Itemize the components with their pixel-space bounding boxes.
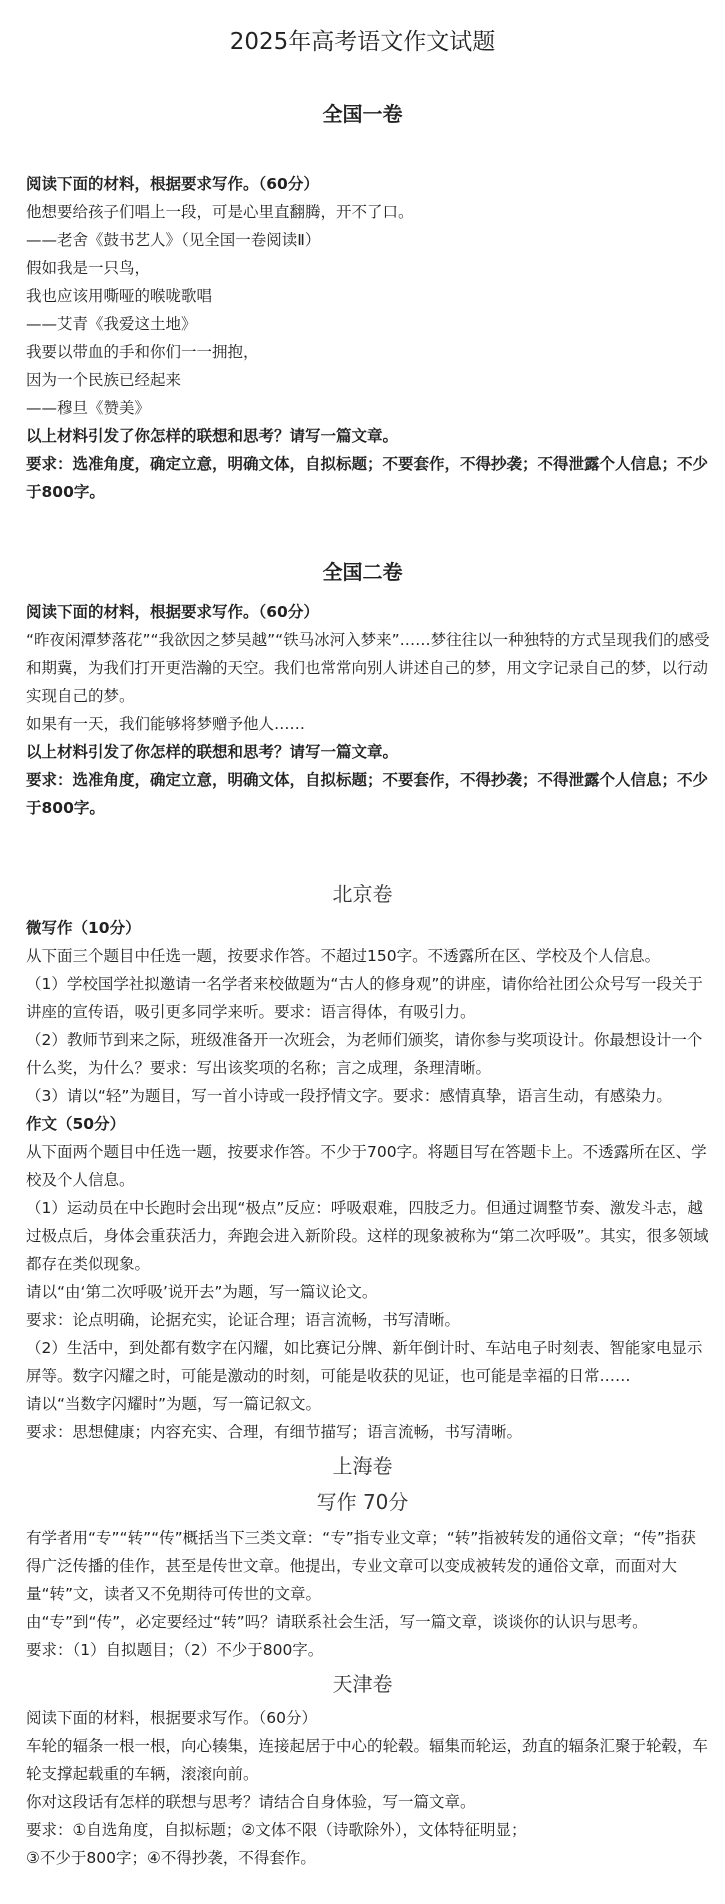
section-heading-guojia1: 全国一卷: [322, 102, 403, 126]
beijing-essay-task: 请以“由‘第二次呼吸’说开去”为题，写一篇议论文。: [26, 1283, 378, 1301]
tianjin-requirement: ③不少于800字；④不得抄袭，不得套作。: [26, 1849, 316, 1867]
guojia2-question: 以上材料引发了你怎样的联想和思考？请写一篇文章。: [26, 743, 399, 761]
beijing-micro-item: （3）请以“轻”为题目，写一首小诗或一段抒情文字。要求：感情真挚，语言生动，有感染力。: [26, 1087, 672, 1105]
guojia1-line: 他想要给孩子们唱上一段，可是心里直翻腾，开不了口。: [26, 203, 414, 221]
guojia1-requirement: 要求：选准角度，确定立意，明确文体，自拟标题；不要套作，不得抄袭；不得泄露个人信息；不少于800字。: [26, 455, 709, 501]
beijing-essay-task: 请以“当数字闪耀时”为题，写一篇记叙文。: [26, 1395, 322, 1413]
shanghai-question: 由“专”到“传”，必定要经过“转”吗？请联系社会生活，写一篇文章，谈谈你的认识与思考。: [26, 1613, 648, 1631]
guojia1-question: 以上材料引发了你怎样的联想和思考？请写一篇文章。: [26, 427, 399, 445]
beijing-micro-item: （1）学校国学社拟邀请一名学者来校做题为“古人的修身观”的讲座，请你给社团公众号写一段关于讲座的宣传语，吸引更多同学来听。要求：语言得体，有吸引力。: [26, 975, 703, 1021]
guojia1-line: 我要以带血的手和你们一一拥抱，: [26, 343, 259, 361]
shanghai-requirement: 要求：（1）自拟题目；（2）不少于800字。: [26, 1641, 324, 1659]
guojia1-line: 因为一个民族已经起来: [26, 371, 182, 389]
shanghai-material: 有学者用“专”“转”“传”概括当下三类文章：“专”指专业文章；“转”指被转发的通俗文章；“传”指获得广泛传播的佳作，甚至是传世文章。他提出，专业文章可以变成被转发的通俗文章，而面对大量“转”文，读者又不免期待可传世的文章。: [26, 1529, 696, 1603]
guojia1-prompt: 阅读下面的材料，根据要求写作。（60分）: [26, 175, 319, 193]
section-heading-beijing: 北京卷: [332, 882, 393, 906]
guojia1-line: 假如我是一只鸟，: [26, 259, 151, 277]
tianjin-material: 车轮的辐条一根一根，向心辏集，连接起居于中心的轮毂。辐集而轮运，劲直的辐条汇聚于轮毂，车轮支撑起载重的车辆，滚滚向前。: [26, 1737, 709, 1783]
guojia1-line: ——穆旦《赞美》: [26, 399, 151, 417]
guojia2-prompt: 阅读下面的材料，根据要求写作。（60分）: [26, 603, 319, 621]
guojia1-line: 我也应该用嘶哑的喉咙歌唱: [26, 287, 213, 305]
beijing-micro-heading: 微写作（10分）: [26, 919, 141, 937]
tianjin-question: 你对这段话有怎样的联想与思考？请结合自身体验，写一篇文章。: [26, 1793, 476, 1811]
page-title: 2025年高考语文作文试题: [229, 29, 496, 55]
section-heading-shanghai: 上海卷: [332, 1454, 393, 1478]
beijing-essay-heading: 作文（50分）: [26, 1115, 126, 1133]
beijing-essay-intro: 从下面两个题目中任选一题，按要求作答。不少于700字。将题目写在答题卡上。不透露所在区、学校及个人信息。: [26, 1143, 707, 1189]
shanghai-subheading: 写作 70分: [316, 1490, 409, 1514]
beijing-essay-req: 要求：思想健康；内容充实、合理，有细节描写；语言流畅，书写清晰。: [26, 1423, 523, 1441]
beijing-essay-req: 要求：论点明确，论据充实，论证合理；语言流畅，书写清晰。: [26, 1311, 461, 1329]
guojia1-line: ——艾青《我爱这土地》: [26, 315, 197, 333]
guojia1-line: ——老舍《鼓书艺人》（见全国一卷阅读Ⅱ）: [26, 231, 321, 249]
section-heading-tianjin: 天津卷: [332, 1672, 393, 1696]
section-heading-guojia2: 全国二卷: [322, 560, 403, 584]
guojia2-line: 如果有一天，我们能够将梦赠予他人……: [26, 715, 306, 733]
tianjin-prompt: 阅读下面的材料，根据要求写作。（60分）: [26, 1709, 317, 1727]
beijing-micro-item: （2）教师节到来之际，班级准备开一次班会，为老师们颁奖，请你参与奖项设计。你最想设计一个什么奖，为什么？要求：写出该奖项的名称；言之成理，条理清晰。: [26, 1031, 703, 1077]
beijing-micro-intro: 从下面三个题目中任选一题，按要求作答。不超过150字。不透露所在区、学校及个人信息。: [26, 947, 661, 965]
beijing-essay-item: （1）运动员在中长跑时会出现“极点”反应：呼吸艰难，四肢乏力。但通过调整节奏、激发斗志，越过极点后，身体会重获活力，奔跑会进入新阶段。这样的现象被称为“第二次呼吸”。其实，很多领域都存在类似现象。: [26, 1199, 709, 1273]
tianjin-requirement: 要求：①自选角度，自拟标题；②文体不限（诗歌除外），文体特征明显；: [26, 1821, 527, 1839]
beijing-essay-item: （2）生活中，到处都有数字在闪耀，如比赛记分牌、新年倒计时、车站电子时刻表、智能家电显示屏等。数字闪耀之时，可能是激动的时刻，可能是收获的见证，也可能是幸福的日常……: [26, 1339, 703, 1385]
guojia2-material: “昨夜闲潭梦落花”“我欲因之梦吴越”“铁马冰河入梦来”……梦往往以一种独特的方式呈现我们的感受和期冀，为我们打开更浩瀚的天空。我们也常常向别人讲述自己的梦，用文字记录自己的梦，以行动实现自己的梦。: [26, 631, 710, 705]
guojia2-requirement: 要求：选准角度，确定立意，明确文体，自拟标题；不要套作，不得抄袭；不得泄露个人信息；不少于800字。: [26, 771, 709, 817]
